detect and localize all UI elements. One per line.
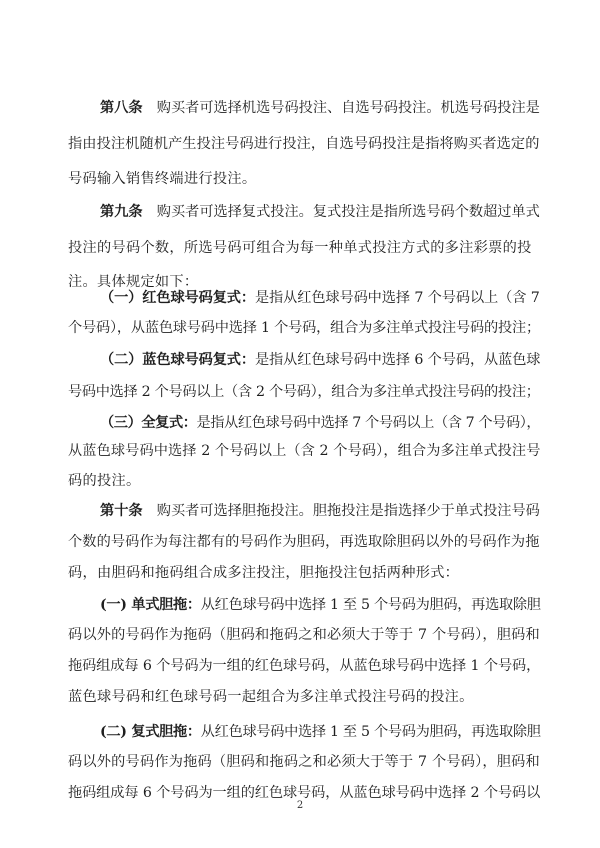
body-text: 从蓝色球号码中选择 2 个号码以上（含 2 个号码），组合为多注单式投注号 xyxy=(68,443,541,459)
body-text: 是指从红色球号码中选择 7 个号码以上（含 7 xyxy=(254,290,540,306)
section-heading: 第八条 xyxy=(100,100,143,116)
body-text: 码，由胆码和拖码组合成多注投注，胆拖投注包括两种形式： xyxy=(68,565,460,581)
text-line xyxy=(100,93,540,123)
body-text: 码的投注。 xyxy=(68,473,141,489)
body-text: 购买者可选择复式投注。复式投注是指所选号码个数超过单式 xyxy=(142,204,540,220)
body-text: 拖码组成每 6 个号码为一组的红色球号码，从蓝色球号码中选择 1 个号码， xyxy=(68,658,541,674)
text-line xyxy=(68,558,540,588)
text-line xyxy=(68,377,540,407)
text-line xyxy=(68,233,540,263)
body-text: 购买者可选择胆拖投注。胆拖投注是指选择少于单式投注号码 xyxy=(142,503,540,519)
text-line xyxy=(68,527,540,557)
text-line xyxy=(100,717,540,747)
body-text: 从红色球号码中选择 1 至 5 个号码为胆码，再选取除胆 xyxy=(200,597,541,613)
text-line xyxy=(68,620,540,650)
text-line xyxy=(68,129,540,159)
body-text: 号码输入销售终端进行投注。 xyxy=(68,171,257,187)
body-text: 码以外的号码作为拖码（胆码和拖码之和必须大于等于 7 个号码），胆码和 xyxy=(68,627,540,643)
section-heading: (二) 复式胆拖： xyxy=(100,724,201,740)
section-heading: (一) 单式胆拖： xyxy=(100,597,201,613)
text-line xyxy=(100,590,540,620)
text-line xyxy=(100,408,540,438)
body-text: 指由投注机随机产生投注号码进行投注，自选号码投注是指将购买者选定的 xyxy=(68,136,540,152)
section-heading: （一）红色球号码复式： xyxy=(100,290,255,306)
text-line xyxy=(68,747,540,777)
text-line xyxy=(68,682,540,712)
body-text: 个数的号码作为每注都有的号码作为胆码，再选取除胆码以外的号码作为拖 xyxy=(68,534,540,550)
page-number: 2 xyxy=(296,800,304,811)
text-line xyxy=(68,313,540,343)
section-heading: （二）蓝色球号码复式： xyxy=(100,352,255,368)
body-text: 购买者可选择机选号码投注、自选号码投注。机选号码投注是 xyxy=(142,100,540,116)
body-text: 投注的号码个数，所选号码可组合为每一种单式投注方式的多注彩票的投 xyxy=(68,240,532,256)
body-text: 从红色球号码中选择 1 至 5 个号码为胆码，再选取除胆 xyxy=(200,724,541,740)
body-text: 码以外的号码作为拖码（胆码和拖码之和必须大于等于 7 个号码），胆码和 xyxy=(68,754,540,770)
text-line xyxy=(68,651,540,681)
section-heading: 第十条 xyxy=(100,503,143,519)
body-text: 蓝色球号码和红色球号码一起组合为多注单式投注号码的投注。 xyxy=(68,689,474,705)
text-line xyxy=(100,197,540,227)
body-text: 个号码），从蓝色球号码中选择 1 个号码，组合为多注单式投注号码的投注； xyxy=(68,320,540,336)
body-text: 拖码组成每 6 个号码为一组的红色球号码，从蓝色球号码中选择 2 个号码以 xyxy=(68,785,541,801)
text-line xyxy=(100,283,540,313)
section-heading: 第九条 xyxy=(100,204,143,220)
text-line xyxy=(68,164,540,194)
text-line xyxy=(100,496,540,526)
text-line xyxy=(68,466,540,496)
body-text: 注。具体规定如下： xyxy=(68,274,199,290)
body-text: 是指从红色球号码中选择 7 个号码以上（含 7 个号码）， xyxy=(196,415,541,431)
text-line xyxy=(68,436,540,466)
body-text: 是指从红色球号码中选择 6 个号码，从蓝色球 xyxy=(254,352,541,368)
body-text: 号码中选择 2 个号码以上（含 2 个号码），组合为多注单式投注号码的投注； xyxy=(68,384,540,400)
section-heading: （三）全复式： xyxy=(100,415,197,431)
text-line xyxy=(100,345,540,375)
